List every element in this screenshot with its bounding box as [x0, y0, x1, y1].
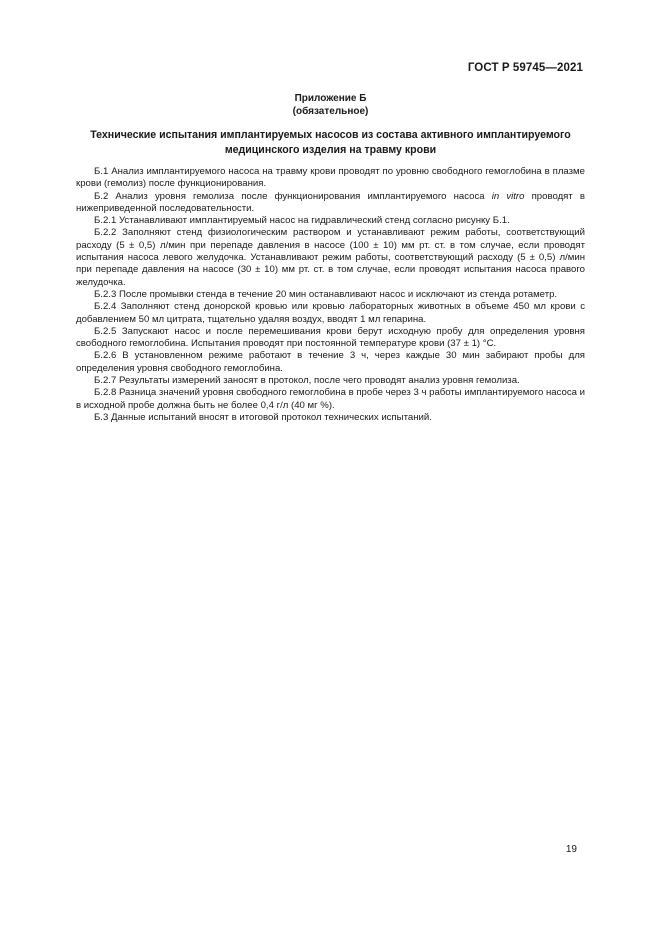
- paragraph-b2-6: Б.2.6 В установленном режиме работают в течение 3 ч, через каждые 30 мин забирают пробы для определения уровня свободного гемоглобина.: [76, 350, 585, 374]
- document-code: ГОСТ Р 59745—2021: [467, 62, 583, 74]
- paragraph-b2-7: Б.2.7 Результаты измерений заносят в протокол, после чего проводят анализ уровня гемолиза.: [94, 375, 520, 387]
- paragraph-b3: Б.3 Данные испытаний вносят в итоговой протокол технических испытаний.: [94, 411, 432, 423]
- paragraph-b2-4: Б.2.4 Заполняют стенд донорской кровью или кровью лабораторных животных в объеме 450 мл крови с добавлением 50 мл цитрата, тщательно удаляя воздух, вводят 1 мл гепарина.: [76, 301, 585, 325]
- paragraph-b2-8: Б.2.8 Разница значений уровня свободного гемоглобина в пробе через 3 ч работы имплантируемого насоса и в исходной пробе должна быть не более 0,4 г/л (40 мг %).: [76, 387, 585, 411]
- paragraph-b2: Б.2 Анализ уровня гемолиза после функционирования имплантируемого насоса in vitro проводят в нижеприведенной последовательности.: [76, 190, 585, 214]
- in-vitro-term: in vitro: [491, 190, 525, 202]
- section-title: Технические испытания имплантируемых насосов из состава активного имплантируемого медицинского изделия на травму крови: [90, 129, 571, 156]
- paragraph-b2-3: Б.2.3 После промывки стенда в течение 20 мин останавливают насос и исключают из стенда ротаметр.: [94, 288, 558, 300]
- annex-status: (обязательное): [292, 106, 369, 117]
- paragraph-b2-5: Б.2.5 Запускают насос и после перемешивания крови берут исходную пробу для определения уровня свободного гемоглобина. Испытания проводят при постоянной температуре крови (37 ± 1) °С.: [76, 325, 585, 350]
- annex-title: Приложение Б: [294, 93, 367, 104]
- paragraph-b2-1: Б.2.1 Устанавливают имплантируемый насос на гидравлический стенд согласно рисунку Б.1.: [94, 215, 510, 227]
- paragraph-b2-2: Б.2.2 Заполняют стенд физиологическим раствором и устанавливают режим работы, соответствующий расходу (5 ± 0,5) л/мин при перепаде давления в насосе (100 ± 10) мм рт. ст. в том случае, если проводят испытания насоса левого желудочка. Устанавливают режим работы, соответствующий расходу (5 ± 0,5) л/мин при перепаде давления на насосе (30 ± 10) мм рт. ст. в том случае, если проводят испытания насоса правого желудочка.: [76, 227, 585, 288]
- annex-heading: [0, 92, 661, 118]
- paragraph-b1: Б.1 Анализ имплантируемого насоса на травму крови проводят по уровню свободного гемоглобина в плазме крови (гемолиз) после функционирования.: [76, 166, 585, 190]
- document-body: [76, 166, 585, 424]
- page-number: 19: [565, 844, 577, 855]
